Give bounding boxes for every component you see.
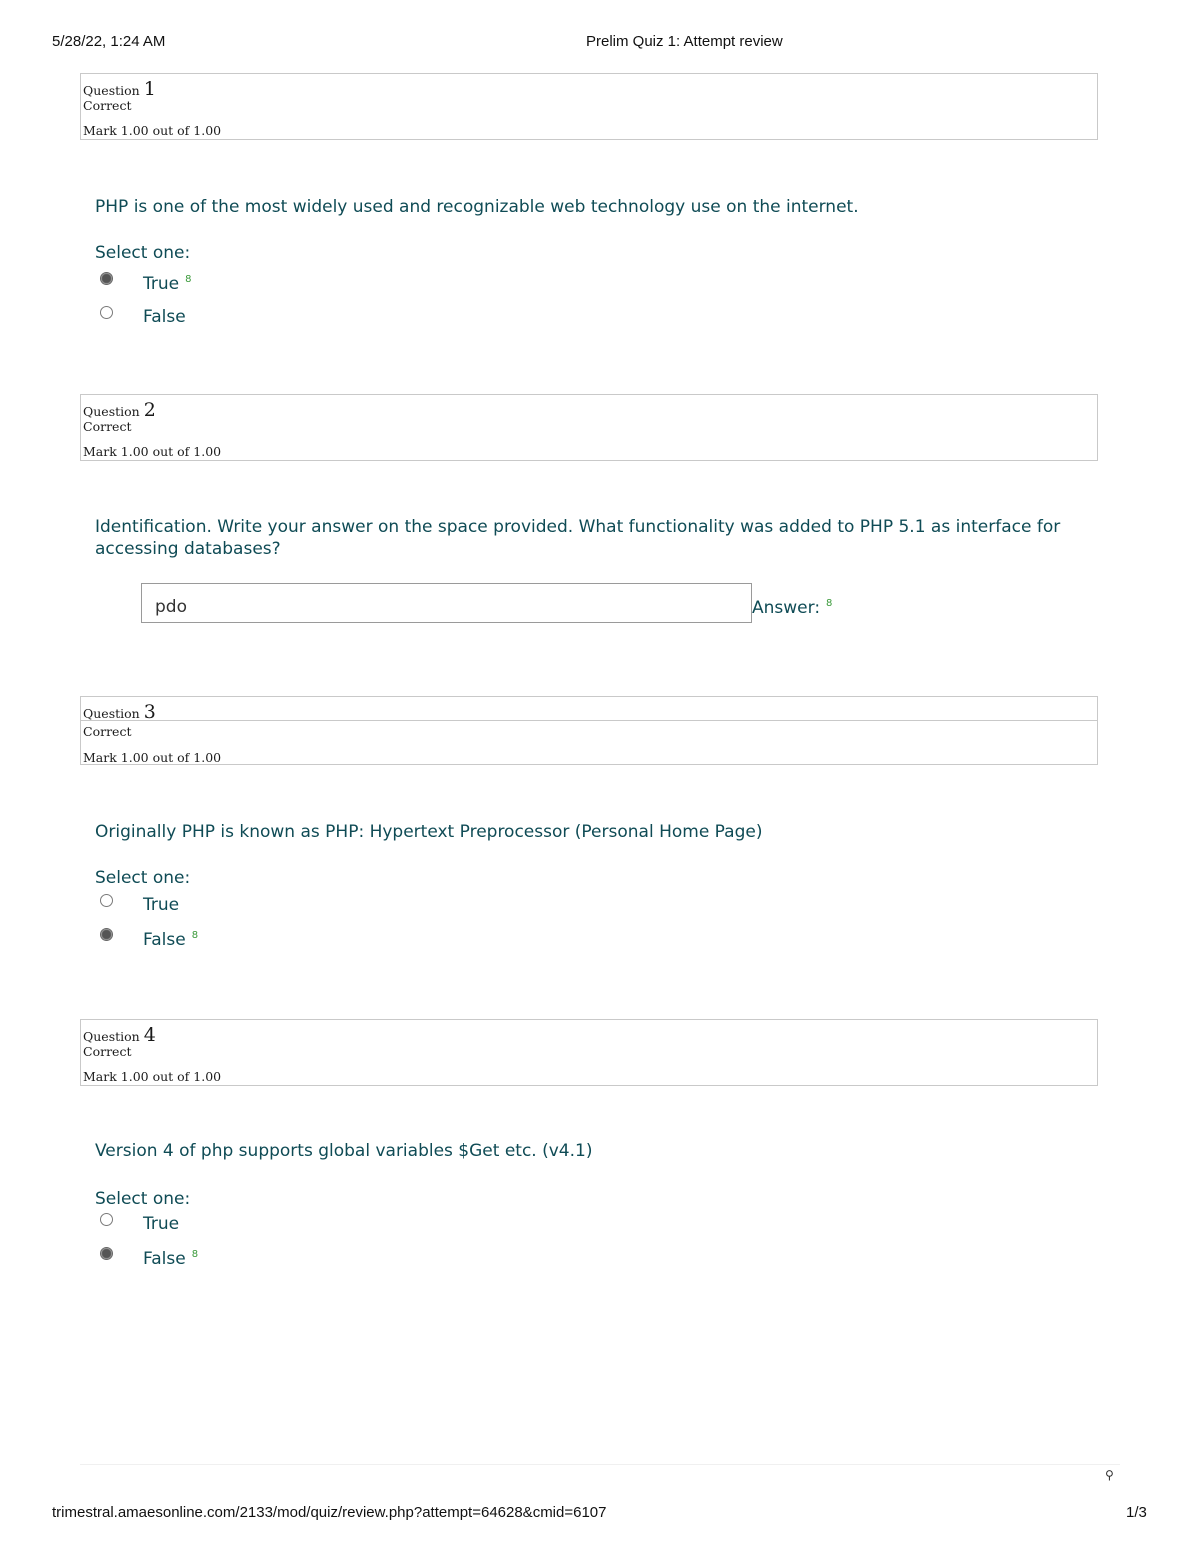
question-label: Question: [83, 404, 140, 419]
radio-true[interactable]: [100, 894, 113, 907]
radio-true[interactable]: [100, 272, 113, 285]
question-number: 1: [143, 78, 156, 100]
question-state: Correct: [83, 724, 132, 739]
bicycle-icon: ⚲: [1105, 1468, 1114, 1482]
answer-input[interactable]: pdo: [141, 583, 752, 623]
check-icon: 8: [191, 930, 199, 942]
question-label: Question: [83, 83, 140, 98]
question-text-2: Identification. Write your answer on the space provided. What functionality was added to PHP 5.1 as interface for accessing databases?: [95, 517, 1061, 559]
question-number: 3: [143, 701, 156, 723]
select-one-label: Select one:: [95, 868, 191, 888]
check-icon: 8: [191, 1249, 199, 1261]
question-state: Correct: [83, 1044, 132, 1059]
answer-label: Answer: $^8$: [752, 598, 833, 618]
question-state: Correct: [83, 98, 132, 113]
radio-false[interactable]: [100, 1247, 113, 1260]
page-number: 1/3: [1126, 1504, 1147, 1521]
option-true-label[interactable]: True $^8$: [143, 274, 192, 294]
question-info-3: [80, 696, 1098, 765]
radio-false[interactable]: [100, 928, 113, 941]
check-icon: 8: [185, 274, 192, 286]
print-title: Prelim Quiz 1: Attempt review: [586, 33, 783, 50]
question-mark: Mark 1.00 out of 1.00: [83, 1069, 222, 1084]
question-text-1: PHP is one of the most widely used and recognizable web technology use on the internet.: [95, 197, 859, 217]
page-bottom-bar: [80, 1464, 1120, 1489]
select-one-label: Select one:: [95, 243, 191, 263]
option-true-label[interactable]: True: [143, 1214, 180, 1234]
check-icon: 8: [826, 598, 833, 610]
option-false-label[interactable]: False: [143, 307, 186, 327]
option-false-label[interactable]: False $^8$: [143, 1249, 199, 1269]
question-mark: Mark 1.00 out of 1.00: [83, 750, 222, 765]
option-false-label[interactable]: False $^8$: [143, 930, 199, 950]
question-label: Question: [83, 1029, 140, 1044]
select-one-label: Select one:: [95, 1189, 191, 1209]
option-true-label[interactable]: True: [143, 895, 180, 915]
question-number: 4: [143, 1024, 156, 1046]
question-info-2: [80, 394, 1098, 461]
question-mark: Mark 1.00 out of 1.00: [83, 444, 222, 459]
question-state: Correct: [83, 419, 132, 434]
question-text-3: Originally PHP is known as PHP: Hypertext Preprocessor (Personal Home Page): [95, 822, 763, 842]
print-datetime: 5/28/22, 1:24 AM: [52, 33, 166, 50]
question-mark: Mark 1.00 out of 1.00: [83, 123, 222, 138]
print-url: trimestral.amaesonline.com/2133/mod/quiz/review.php?attempt=64628&cmid=6107: [52, 1504, 607, 1521]
question-label: Question: [83, 706, 140, 721]
question-text-4: Version 4 of php supports global variables $Get etc. (v4.1): [95, 1141, 593, 1161]
question-info-4: [80, 1019, 1098, 1086]
question-number: 2: [143, 399, 156, 421]
question-info-1: [80, 73, 1098, 140]
radio-false[interactable]: [100, 306, 113, 319]
radio-true[interactable]: [100, 1213, 113, 1226]
